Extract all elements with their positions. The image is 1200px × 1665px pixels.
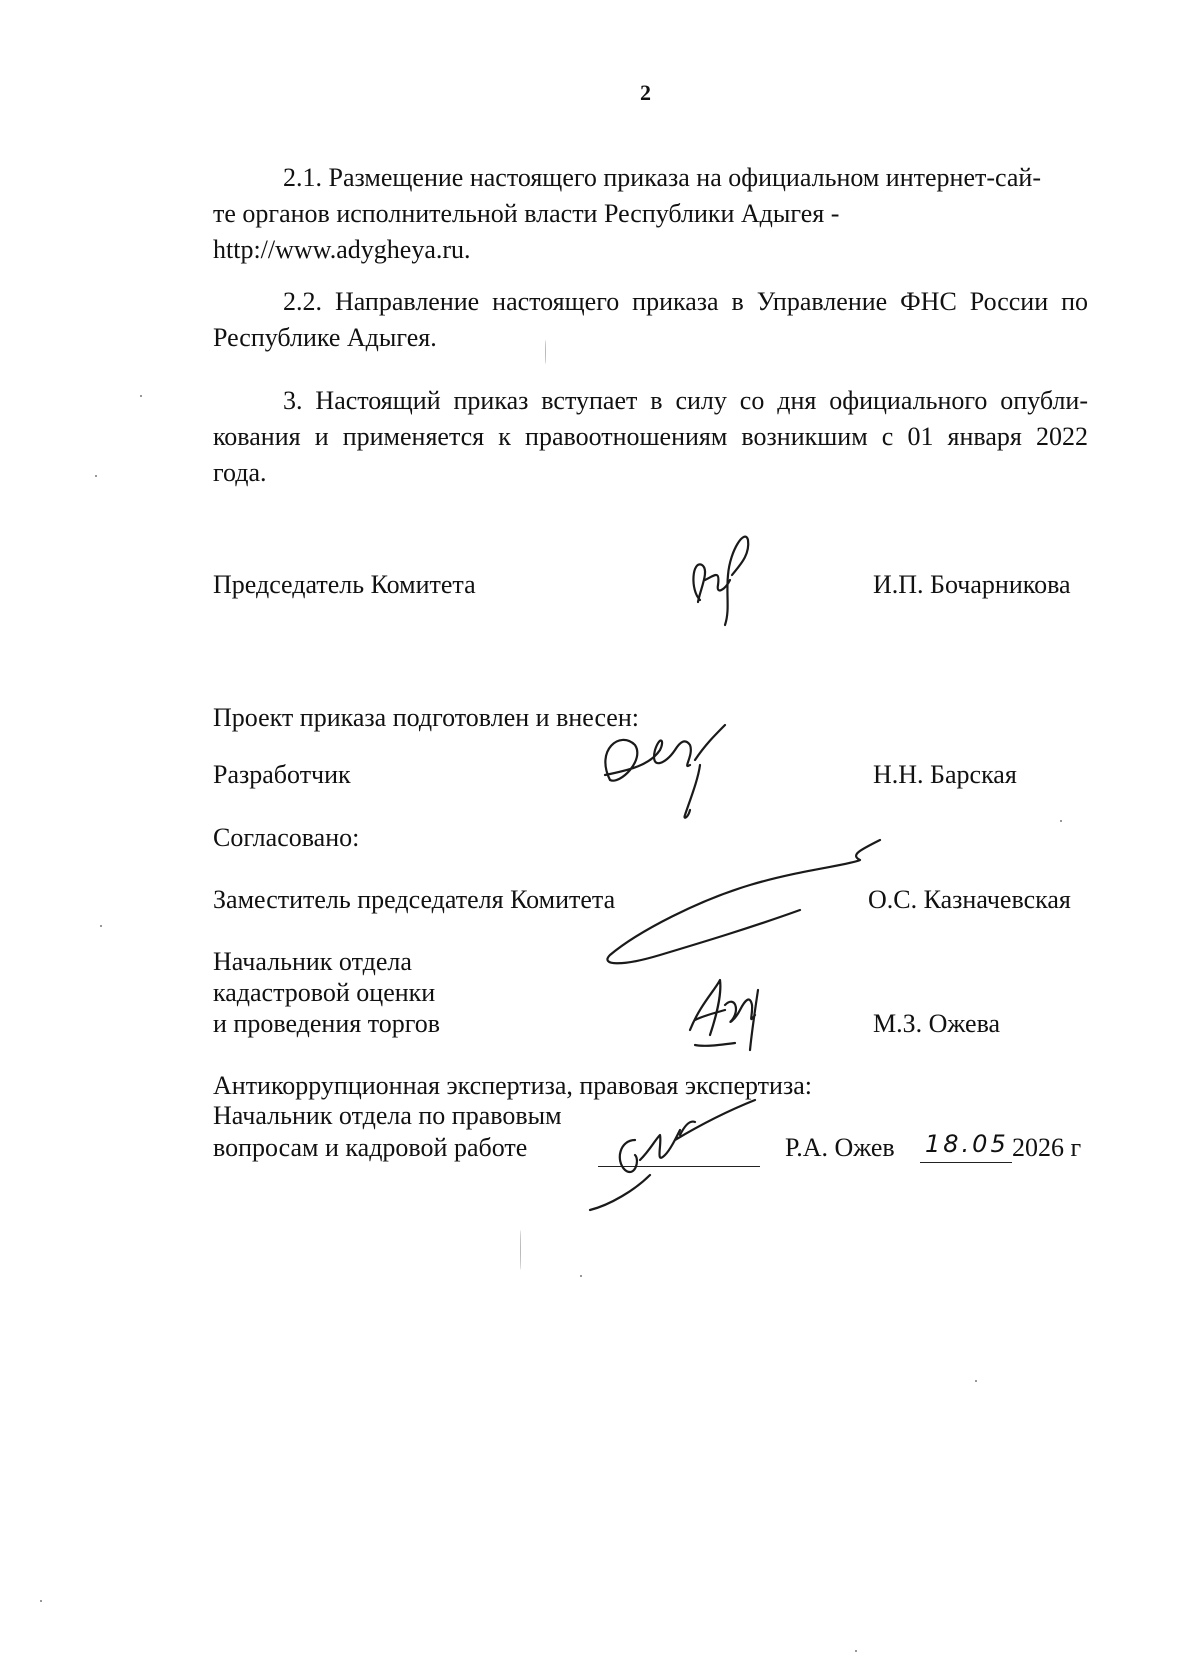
developer-signature [590,720,750,830]
deputy-signature [600,830,890,980]
scan-speck [140,395,142,397]
deputy-name: О.С. Казначевская [868,885,1071,914]
paragraph-2-1 [213,160,1088,268]
scan-speck [855,1650,857,1652]
word: - [830,199,840,228]
head-cadastral-title-line-1: Начальник отдела [213,947,412,976]
chair-title: Председатель Комитета [213,570,476,599]
legal-head-title-line-2: вопросам и кадровой работе [213,1133,528,1162]
project-heading: Проект приказа подготовлен и внесен: [213,703,639,732]
word: те [213,199,236,228]
paragraph-3-line-3: года. [213,458,267,487]
word: органов [242,199,330,228]
scan-speck [580,1275,582,1277]
legal-head-name: Р.А. Ожев [785,1133,895,1162]
head-cadastral-title-line-2: кадастровой оценки [213,978,436,1007]
developer-title: Разработчик [213,760,351,789]
paragraph-3-line-2: кования и применяется к правоотношениям возникшим с 01 января 2022 [213,422,1088,451]
scan-mark [545,340,546,364]
head-cadastral-signature [680,975,780,1060]
word: Адыгея [740,199,825,228]
paragraph-2-2-line-2: Республике Адыгея. [213,323,437,352]
legal-head-signature [580,1080,780,1215]
scan-speck [95,475,97,477]
word: исполнительной [336,199,518,228]
paragraph-3 [213,383,1088,491]
chair-name: И.П. Бочарникова [873,570,1071,599]
deputy-title: Заместитель председателя Комитета [213,885,616,914]
word: Республики [603,199,735,228]
page-number: 2 [640,80,651,105]
agreed-heading: Согласовано: [213,823,360,852]
legal-head-title-line-1: Начальник отдела по правовым [213,1101,562,1130]
paragraph-2-1-line-3: http://www.adygheya.ru. [213,235,471,264]
word: власти [524,199,598,228]
chair-signature [670,530,770,630]
paragraph-2-2 [213,284,1088,356]
paragraph-3-line-1: 3. Настоящий приказ вступает в силу со дня официального опубли- [283,386,1088,415]
scan-speck [100,925,102,927]
head-cadastral-name: М.З. Ожева [873,1009,1001,1038]
scan-speck [40,1600,42,1602]
year-suffix: 2026 г [1012,1133,1082,1162]
paragraph-2-1-line-2 [213,196,1088,232]
scan-speck [975,1380,977,1382]
date-underline [920,1162,1012,1163]
head-cadastral-title-line-3: и проведения торгов [213,1009,441,1038]
anticorruption-heading: Антикоррупционная экспертиза, правовая экспертиза: [213,1071,812,1100]
scan-mark [520,1230,521,1270]
handwritten-date: 18.05 [925,1130,1009,1158]
developer-name: Н.Н. Барская [873,760,1017,789]
paragraph-2-2-line-1: 2.2. Направление настоящего приказа в Управление ФНС России по [283,287,1088,316]
paragraph-2-1-line-1: 2.1. Размещение настоящего приказа на официальном интернет-сай- [283,163,1041,192]
scan-speck [1060,820,1062,822]
